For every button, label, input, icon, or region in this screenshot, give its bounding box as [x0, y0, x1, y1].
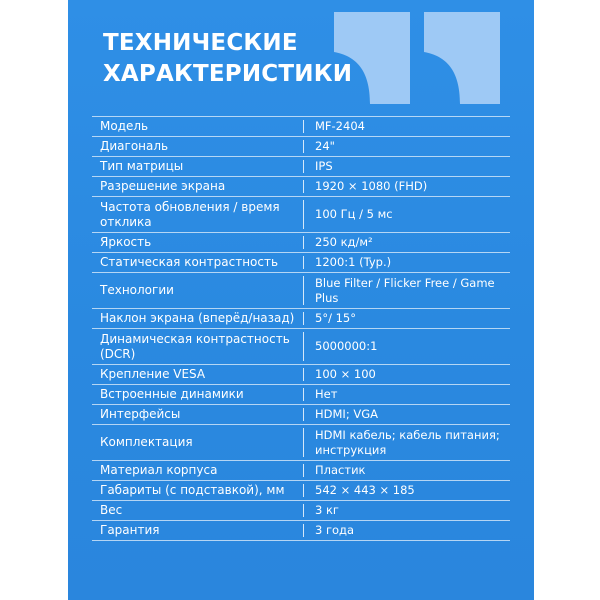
spec-row: [92, 253, 510, 273]
spec-label: Габариты (с подставкой), мм: [100, 483, 285, 497]
spec-row: [92, 501, 510, 521]
spec-row: [92, 521, 510, 541]
spec-label: Модель: [100, 119, 149, 133]
spec-value: 3 кг: [315, 503, 339, 517]
spec-value: 542 × 443 × 185: [315, 483, 415, 497]
spec-value: 100 × 100: [315, 367, 376, 381]
spec-row: [92, 157, 510, 177]
spec-label: Гарантия: [100, 523, 160, 537]
quote-mark-icon: [330, 12, 410, 104]
spec-label: Яркость: [100, 235, 152, 249]
spec-row: [92, 329, 510, 365]
spec-row: [92, 405, 510, 425]
spec-card: [68, 0, 534, 600]
spec-label: Интерфейсы: [100, 407, 181, 421]
spec-value: 5000000:1: [315, 339, 378, 353]
spec-value: Нет: [315, 387, 338, 401]
spec-label: Статическая контрастность: [100, 255, 279, 269]
spec-label: Частота обновления / время отклика: [100, 199, 280, 229]
spec-value: 5°/ 15°: [315, 311, 356, 325]
spec-row: [92, 481, 510, 501]
spec-row: [92, 197, 510, 233]
spec-row: [92, 273, 510, 309]
spec-value: 1200:1 (Typ.): [315, 255, 392, 269]
spec-label: Вес: [100, 503, 123, 517]
spec-row: [92, 425, 510, 461]
spec-label: Материал корпуса: [100, 463, 218, 477]
spec-row: [92, 137, 510, 157]
spec-table: [92, 116, 510, 541]
spec-label: Диагональ: [100, 139, 169, 153]
spec-value: MF-2404: [315, 119, 365, 133]
quote-mark-icon: [420, 12, 500, 104]
page-title: [103, 28, 352, 90]
spec-value: 1920 × 1080 (FHD): [315, 179, 428, 193]
title-line-2: ХАРАКТЕРИСТИКИ: [103, 61, 353, 87]
spec-value: IPS: [315, 159, 333, 173]
spec-row: [92, 461, 510, 481]
spec-row: [92, 233, 510, 253]
spec-value: HDMI; VGA: [315, 407, 378, 421]
spec-row: [92, 309, 510, 329]
spec-label: Динамическая контрастность (DCR): [100, 331, 290, 361]
spec-label: Технологии: [100, 283, 174, 297]
spec-value: 100 Гц / 5 мс: [315, 207, 393, 221]
spec-row: [92, 177, 510, 197]
spec-row: [92, 385, 510, 405]
spec-row: [92, 117, 510, 137]
spec-label: Комплектация: [100, 435, 193, 449]
spec-label: Тип матрицы: [100, 159, 184, 173]
spec-value: 250 кд/м²: [315, 235, 373, 249]
title-line-1: ТЕХНИЧЕСКИЕ: [103, 30, 298, 56]
spec-label: Наклон экрана (вперёд/назад): [100, 311, 295, 325]
spec-value: Blue Filter / Flicker Free / Game Plus: [315, 275, 495, 305]
spec-value: Пластик: [315, 463, 366, 477]
spec-label: Разрешение экрана: [100, 179, 226, 193]
spec-label: Крепление VESA: [100, 367, 206, 381]
spec-value: 3 года: [315, 523, 355, 537]
spec-value: 24": [315, 139, 335, 153]
spec-value: HDMI кабель; кабель питания; инструкция: [315, 427, 500, 457]
spec-row: [92, 365, 510, 385]
spec-label: Встроенные динамики: [100, 387, 244, 401]
